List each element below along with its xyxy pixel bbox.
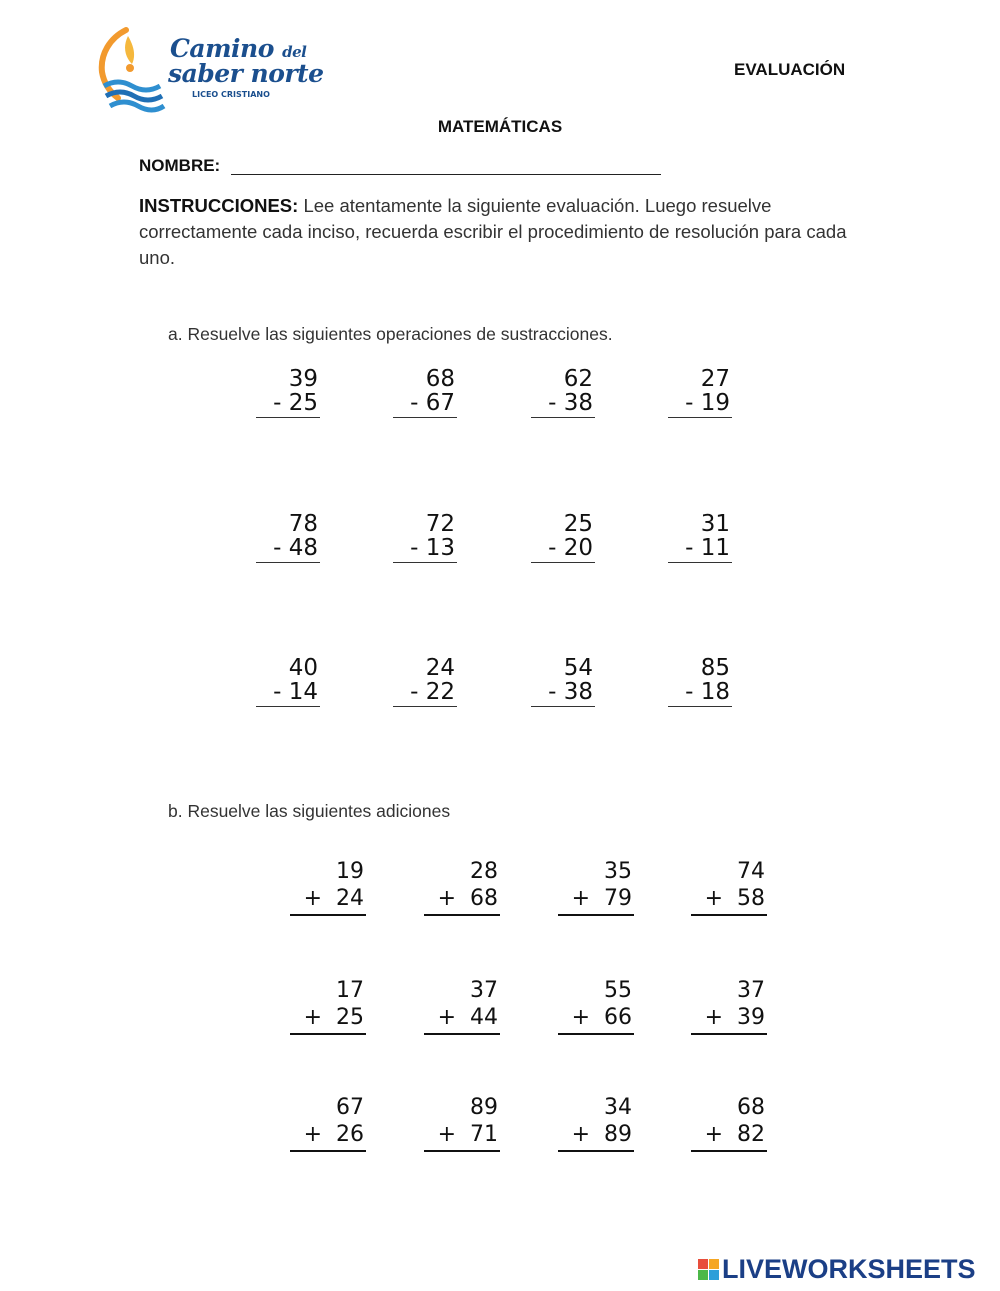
liveworksheets-blocks-icon (698, 1259, 719, 1280)
subtrahend-with-operator: + 68 (437, 886, 498, 911)
subtraction-problem (531, 656, 595, 707)
instructions-label: INSTRUCCIONES: (139, 195, 299, 216)
subtrahend-with-operator: - 22 (410, 679, 455, 705)
subtrahend-with-operator: - 14 (273, 679, 318, 705)
subtrahend-with-operator: + 44 (437, 1005, 498, 1030)
subtraction-problem (256, 367, 320, 418)
minuend: 54 (563, 655, 593, 681)
addition-problem (290, 977, 366, 1035)
subtrahend-with-operator: - 11 (685, 535, 730, 561)
minuend: 78 (288, 511, 318, 537)
addition-problem (424, 1094, 500, 1152)
subtrahend-with-operator: - 25 (273, 390, 318, 416)
subtrahend-with-operator: - 19 (685, 390, 730, 416)
subtrahend-with-operator: - 38 (548, 679, 593, 705)
subtrahend-with-operator: - 18 (685, 679, 730, 705)
minuend: 25 (563, 511, 593, 537)
subtraction-problem (668, 367, 732, 418)
minuend: 35 (604, 859, 632, 884)
minuend: 85 (700, 655, 730, 681)
flame-wave-emblem-icon (96, 26, 168, 114)
subtraction-problem (256, 512, 320, 563)
lw-block (698, 1259, 708, 1269)
name-input-line[interactable] (231, 174, 661, 175)
minuend: 37 (470, 978, 498, 1003)
section-a-title: a. Resuelve las siguientes operaciones de sustracciones. (168, 324, 613, 344)
minuend: 55 (604, 978, 632, 1003)
addition-problem (691, 1094, 767, 1152)
minuend: 40 (288, 655, 318, 681)
school-logo (96, 26, 324, 114)
minuend: 37 (737, 978, 765, 1003)
minuend: 34 (604, 1095, 632, 1120)
lw-block (698, 1270, 708, 1280)
addition-problem (691, 858, 767, 916)
subtrahend-with-operator: - 38 (548, 390, 593, 416)
subtrahend-with-operator: + 89 (571, 1122, 632, 1147)
subtrahend-with-operator: - 48 (273, 535, 318, 561)
subtrahend-with-operator: + 79 (571, 886, 632, 911)
minuend: 19 (336, 859, 364, 884)
subtrahend-with-operator: + 24 (303, 886, 364, 911)
instructions (139, 193, 879, 271)
addition-problem (290, 858, 366, 916)
minuend: 17 (336, 978, 364, 1003)
subtrahend-with-operator: + 26 (303, 1122, 364, 1147)
minuend: 72 (425, 511, 455, 537)
name-label: NOMBRE: (139, 156, 221, 175)
minuend: 24 (425, 655, 455, 681)
subject-heading: MATEMÁTICAS (437, 117, 563, 136)
subtrahend-with-operator: + 58 (704, 886, 765, 911)
document-title: EVALUACIÓN (734, 60, 846, 79)
minuend: 67 (336, 1095, 364, 1120)
subtraction-problem (668, 512, 732, 563)
subtrahend-with-operator: + 66 (571, 1005, 632, 1030)
subtraction-problem (531, 512, 595, 563)
lw-block (709, 1270, 719, 1280)
section-b-title: b. Resuelve las siguientes adiciones (168, 801, 451, 821)
minuend: 39 (288, 366, 318, 392)
subtrahend-with-operator: + 25 (303, 1005, 364, 1030)
subtraction-problem (531, 367, 595, 418)
subtrahend-with-operator: + 82 (704, 1122, 765, 1147)
subtrahend-with-operator: - 20 (548, 535, 593, 561)
subtrahend-with-operator: + 39 (704, 1005, 765, 1030)
liveworksheets-brand: LIVEWORKSHEETS (722, 1253, 976, 1284)
subtraction-problem (668, 656, 732, 707)
liveworksheets-logo (698, 1254, 976, 1284)
subtraction-problem (393, 512, 457, 563)
subtraction-problem (256, 656, 320, 707)
subtrahend-with-operator: - 67 (410, 390, 455, 416)
lw-block (709, 1259, 719, 1269)
addition-problem (691, 977, 767, 1035)
subtrahend-with-operator: + 71 (437, 1122, 498, 1147)
addition-problem (558, 858, 634, 916)
minuend: 89 (470, 1095, 498, 1120)
minuend: 68 (425, 366, 455, 392)
minuend: 31 (700, 511, 730, 537)
instructions-text: Lee atentamente la siguiente evaluación. Luego resuelve correctamente cada inciso, recuerda escribir el procedimiento de resolución para cada uno. (139, 195, 847, 268)
logo-title-line2: saber norte (168, 59, 324, 88)
minuend: 28 (470, 859, 498, 884)
addition-problem (558, 1094, 634, 1152)
logo-title-line1: Camino del (170, 34, 307, 63)
addition-problem (424, 858, 500, 916)
subtraction-problem (393, 367, 457, 418)
logo-subtitle: LICEO CRISTIANO (192, 90, 270, 99)
minuend: 62 (563, 366, 593, 392)
addition-problem (558, 977, 634, 1035)
subtrahend-with-operator: - 13 (410, 535, 455, 561)
addition-problem (424, 977, 500, 1035)
subtraction-problem (393, 656, 457, 707)
minuend: 74 (737, 859, 765, 884)
addition-problem (290, 1094, 366, 1152)
minuend: 68 (737, 1095, 765, 1120)
minuend: 27 (700, 366, 730, 392)
